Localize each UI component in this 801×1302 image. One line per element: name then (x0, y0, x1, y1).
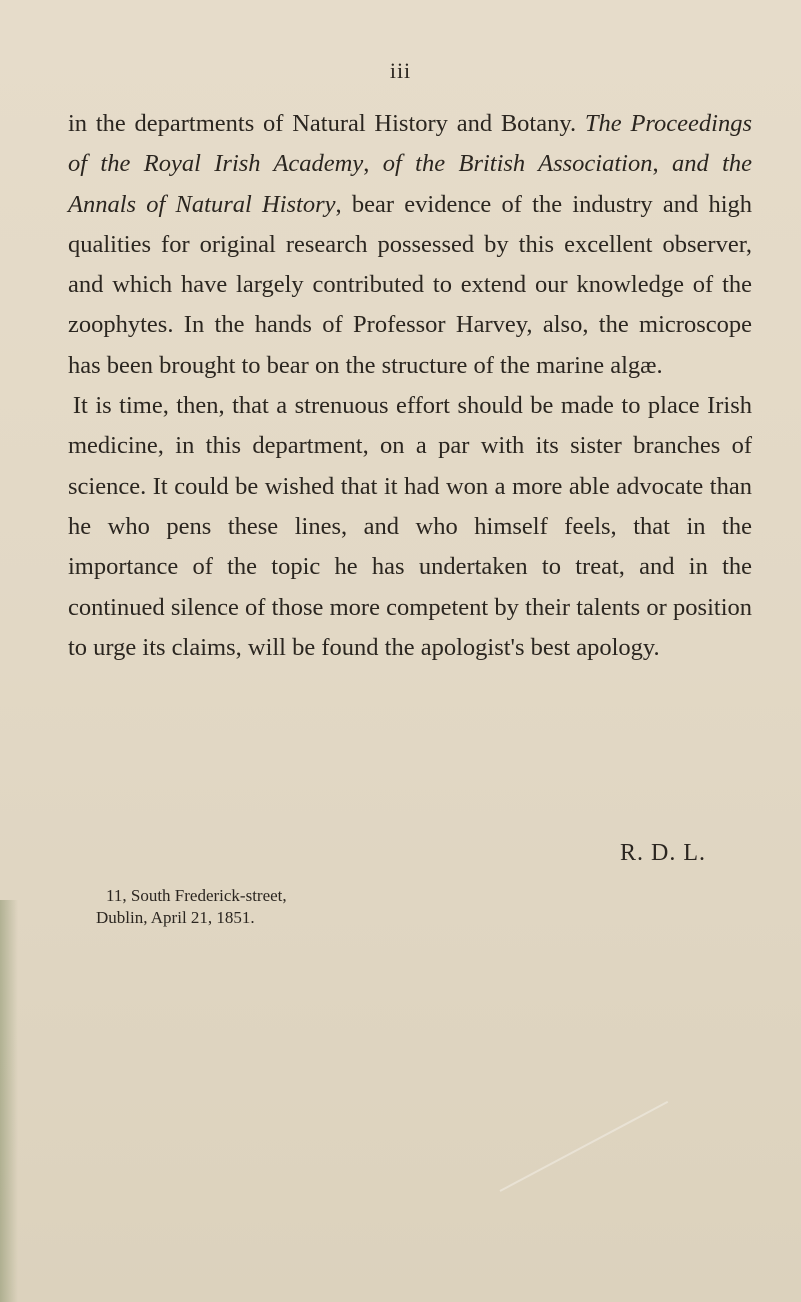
address-line-1: 11, South Frederick-street, (106, 886, 287, 905)
paragraph-1-italic-a: The Proceedings of the Royal Irish Academy (68, 110, 752, 178)
paragraph-1-text-c: , (652, 150, 672, 178)
paragraph-1-text-a: in the departments of Natural History and Botany. (68, 110, 585, 137)
paragraph-2: It is time, then, that a strenuous effort should be made to place Irish medicine, in this department, on a par with its sister branches of science. It could be wished that it had won a more able advocate than he who pens these lines, and who himself feels, that in the importance of the topic he has undertaken to treat, and in the continued silence of those more competent by their talents or position to urge its claims, will be found the apologist's best apology. (68, 392, 752, 661)
paragraph-1-italic-c: and the Annals of Natural History (68, 150, 753, 218)
signature: R. D. L. (620, 840, 706, 866)
body-text (68, 104, 752, 668)
paper-crease (500, 1101, 669, 1192)
address-line-2: Dublin, April 21, 1851. (96, 908, 255, 927)
paragraph-1-text-d: , bear evidence of the industry and high qualities for original research possessed by this excellent observer, and which have largely contributed to extend our knowledge of the zoophytes. In the hands of Professor Harvey, also, the microscope has been brought to bear on the structure of the marine algæ. (68, 190, 752, 379)
paragraph-1-text-b: , (363, 150, 383, 178)
paragraph-1 (68, 104, 752, 386)
paragraph-1-italic-b: of the British Association (382, 150, 653, 178)
page-edge-shadow (0, 900, 18, 1302)
address-block (96, 885, 287, 929)
page-number: iii (389, 58, 412, 83)
